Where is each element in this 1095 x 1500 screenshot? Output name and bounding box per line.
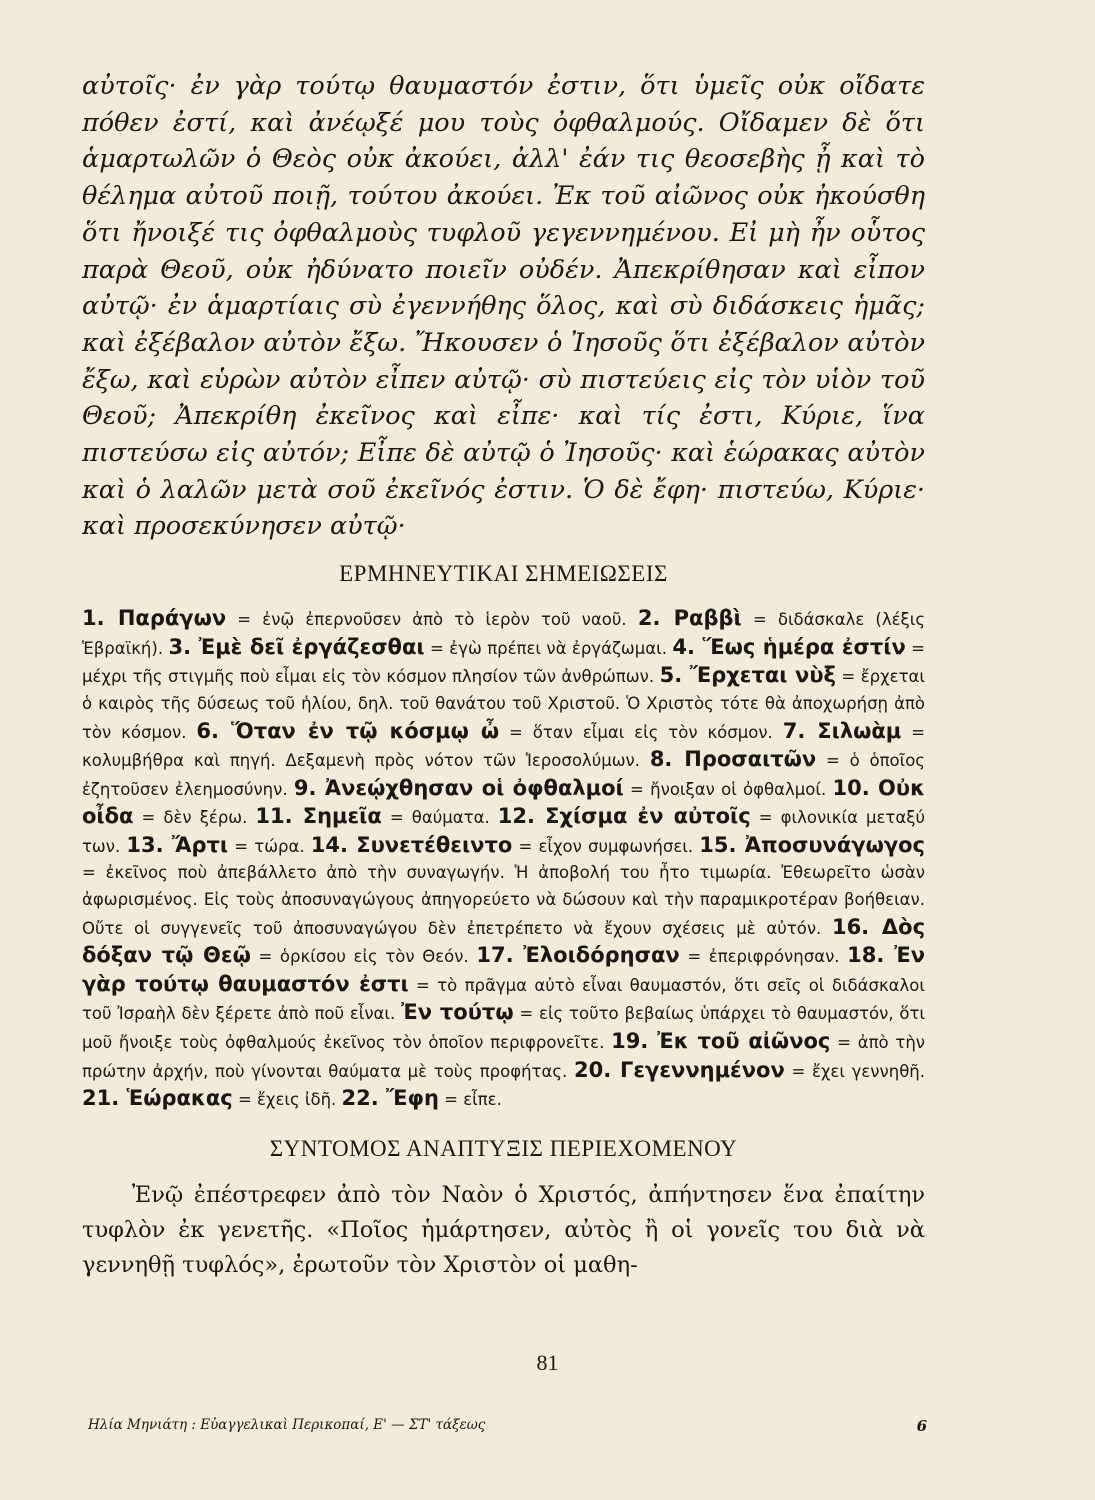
note-item [126, 832, 311, 857]
note-item [476, 943, 848, 968]
note-term: Ἐν τούτῳ [401, 1000, 514, 1025]
note-term: 16. Δὸς δόξαν τῷ Θεῷ [82, 914, 926, 968]
note-text: = ὅταν εἶμαι εἰς τὸν κόσμον. [499, 722, 783, 742]
note-text: = μέχρι τῆς στιγμῆς ποὺ εἶμαι εἰς τὸν κόσμον πλησίον τῶν ἀνθρώπων. [82, 638, 926, 687]
note-term: 22. Ἔφη [341, 1086, 439, 1111]
note-text: = εἰς τοῦτο βεβαίως ὑπάρχει τὸ θαυμαστόν, ὅτι μοῦ ἤνοιξε τοὺς ὀφθαλμούς ἐκεῖνος τὸν ὁποῖον περιφρονεῖτε. [82, 1004, 926, 1053]
note-term: 8. Προσαιτῶν [649, 747, 817, 772]
summary-heading: ΣΥΝΤΟΜΟΣ ΑΝΑΠΤΥΞΙΣ ΠΕΡΙΕΧΟΜΕΝΟΥ [269, 1135, 738, 1161]
note-item [293, 775, 833, 800]
note-item [255, 804, 498, 829]
note-text: = ἀπὸ τὴν πρώτην ἀρχήν, ποὺ γίνονται θαύματα μὲ τοὺς προφήτας. [82, 1033, 925, 1081]
footer-book-title: Ηλία Μηνιάτη : Εὐαγγελικαὶ Περικοπαί, Ε' — ΣΤ' τάξεως [88, 1417, 486, 1433]
note-text: = ἔχεις ἰδῆ. [232, 1090, 342, 1110]
note-term: 21. Ἑώρακας [82, 1086, 233, 1111]
note-text: = ὁρκίσου εἰς τὸν Θεόν. [250, 947, 477, 967]
page-number: 81 [536, 1350, 559, 1375]
note-term: 15. Ἀποσυνάγωγος [699, 832, 926, 857]
note-term: 13. Ἄρτι [126, 832, 229, 857]
note-text: = φιλονικία μεταξύ των. [82, 808, 925, 856]
note-term: 19. Ἐκ τοῦ αἰῶνος [611, 1029, 831, 1054]
note-term: 18. Ἐν γὰρ τούτῳ θαυμαστόν ἐστι [82, 943, 925, 996]
page-body [82, 68, 925, 1283]
note-text: = ἔρχεται ὁ καιρὸς τῆς δύσεως τοῦ ἡλίου, δηλ. τοῦ θανάτου τοῦ Χριστοῦ. Ὁ Χριστὸς τότε θὰ ἀποχωρήσῃ ἀπὸ τὸν κόσμον. [82, 667, 925, 742]
note-text: = ἔχει γεννηθῆ. [784, 1061, 925, 1081]
note-text: = θαύματα. [381, 808, 498, 828]
note-text: = κολυμβήθρα καὶ πηγή. Δεξαμενὴ πρὸς νότον τῶν Ἱεροσολύμων. [82, 722, 925, 771]
note-text: = διδάσκαλε (λέξις Ἑβραϊκή). [82, 610, 925, 658]
note-term: 3. Ἐμὲ δεῖ ἐργάζεσθαι [168, 634, 425, 659]
note-text: = ἐγὼ πρέπει νὰ ἐργάζωμαι. [424, 638, 673, 658]
note-item [168, 634, 673, 659]
note-term: 2. Ραββὶ [637, 606, 742, 631]
note-text: = δὲν ξέρω. [133, 808, 256, 828]
note-text: = ἐνῷ ἐπερνοῦσεν ἀπὸ τὸ ἱερὸν τοῦ ναοῦ. [226, 610, 638, 630]
note-term: 9. Ἀνεῴχθησαν οἱ ὀφθαλμοί [293, 775, 624, 800]
notes-list [82, 605, 925, 1114]
note-text: = τώρα. [228, 836, 311, 856]
footer-signature-mark: 6 [916, 1417, 927, 1435]
note-item [310, 832, 700, 857]
note-text: = ἐπεριφρόνησαν. [679, 947, 848, 967]
note-text: = ἐκεῖνος ποὺ ἀπεβάλλετο ἀπὸ τὴν συναγωγήν. Ἡ ἀποβολή του ἦτο τιμωρία. Ἐθεωρεῖτο ὡσὰν ἀφωρισμένος. Εἰς τοὺς ἀποσυναγώγους ἀπηγορεύετο νὰ δώσουν καὶ τὴν παραμικροτέραν βοήθειαν. Οὔτε οἱ συγγενεῖς τοῦ ἀποσυναγώγου δὲν ἐπετρέπετο νὰ ἔχουν σχέσεις μὲ αὐτόν. [82, 863, 925, 938]
note-term: 5. Ἔρχεται νὺξ [659, 663, 836, 688]
note-term: 11. Σημεῖα [255, 804, 382, 829]
note-text: = ἤνοιξαν οἱ ὀφθαλμοί. [623, 779, 833, 799]
note-term: 17. Ἐλοιδόρησαν [476, 943, 680, 968]
note-term: 12. Σχίσμα ἐν αὐτοῖς [497, 804, 751, 829]
notes-heading: ΕΡΜΗΝΕΥΤΙΚΑΙ ΣΗΜΕΙΩΣΕΙΣ [339, 561, 668, 587]
note-term: 7. Σιλωὰμ [782, 718, 902, 743]
note-item [196, 718, 783, 743]
note-text: = τὸ πρᾶγμα αὐτὸ εἶναι θαυμαστόν, ὅτι σεῖς οἱ διδάσκαλοι τοῦ Ἰσραὴλ δὲν ξέρετε ἀπὸ ποῦ εἶναι. [82, 975, 925, 1024]
note-item [341, 1086, 502, 1111]
note-term: 10. Οὐκ οἶδα [82, 775, 926, 829]
note-term: 1. Παράγων [82, 606, 227, 631]
note-term: 4. Ἕως ἡμέρα ἐστίν [672, 634, 906, 659]
note-text: = εἶχον συμφωνήσει. [512, 836, 700, 856]
note-term: 6. Ὅταν ἐν τῷ κόσμῳ ὦ [196, 718, 500, 743]
note-item [82, 1086, 342, 1111]
note-item [82, 606, 638, 631]
summary-text: Ἐνῷ ἐπέστρεφεν ἀπὸ τὸν Ναὸν ὁ Χριστός, ἀπήντησεν ἕνα ἐπαίτην τυφλὸν ἐκ γενετῆς. «Ποῖος ἡμάρτησεν, αὐτὸς ἢ οἱ γονεῖς του διὰ νὰ γεννηθῇ τυφλός», ἐρωτοῦν τὸν Χριστὸν οἱ μαθη- [82, 1181, 925, 1278]
note-item [574, 1057, 925, 1082]
note-term: 14. Συνετέθειντο [310, 832, 513, 857]
note-term: 20. Γεγεννημένον [574, 1057, 785, 1082]
note-text: = ὁ ὁποῖος ἐζητοῦσεν ἐλεημοσύνην. [82, 751, 925, 799]
scripture-text: αὐτοῖς· ἐν γὰρ τούτῳ θαυμαστόν ἐστιν, ὅτι ὑμεῖς οὐκ οἴδατε πόθεν ἐστί, καὶ ἀνέῳξέ μου τοὺς ὀφθαλμούς. Οἴδαμεν δὲ ὅτι ἁμαρτωλῶν ὁ Θεὸς οὐκ ἀκούει, ἀλλ' ἐάν τις θεοσεβὴς ᾖ καὶ τὸ θέλημα αὐτοῦ ποιῇ, τούτου ἀκούει. Ἐκ τοῦ αἰῶνος οὐκ ἠκούσθη ὅτι ἤνοιξέ τις ὀφθαλμοὺς τυφλοῦ γεγεννημένου. Εἰ μὴ ἦν οὗτος παρὰ Θεοῦ, οὐκ ἠδύνατο ποιεῖν οὐδέν. Ἀπεκρίθησαν καὶ εἶπον αὐτῷ· ἐν ἁμαρτίαις σὺ ἐγεννήθης ὅλος, καὶ σὺ διδάσκεις ἡμᾶς; καὶ ἐξέβαλον αὐτὸν ἔξω. Ἤκουσεν ὁ Ἰησοῦς ὅτι ἐξέβαλον αὐτὸν ἔξω, καὶ εὑρὼν αὐτὸν εἶπεν αὐτῷ· σὺ πιστεύεις εἰς τὸν υἱὸν τοῦ Θεοῦ; Ἀπεκρίθη ἐκεῖνος καὶ εἶπε· καὶ τίς ἐστι, Κύριε, ἵνα πιστεύσω εἰς αὐτόν; Εἶπε δὲ αὐτῷ ὁ Ἰησοῦς· καὶ ἑώρακας αὐτὸν καὶ ὁ λαλῶν μετὰ σοῦ ἐκεῖνός ἐστιν. Ὁ δὲ ἔφη· πιστεύω, Κύριε· καὶ προσεκύνησεν αὐτῷ· [82, 71, 925, 542]
page-footer [88, 1417, 927, 1435]
note-text: = εἶπε. [438, 1090, 502, 1110]
